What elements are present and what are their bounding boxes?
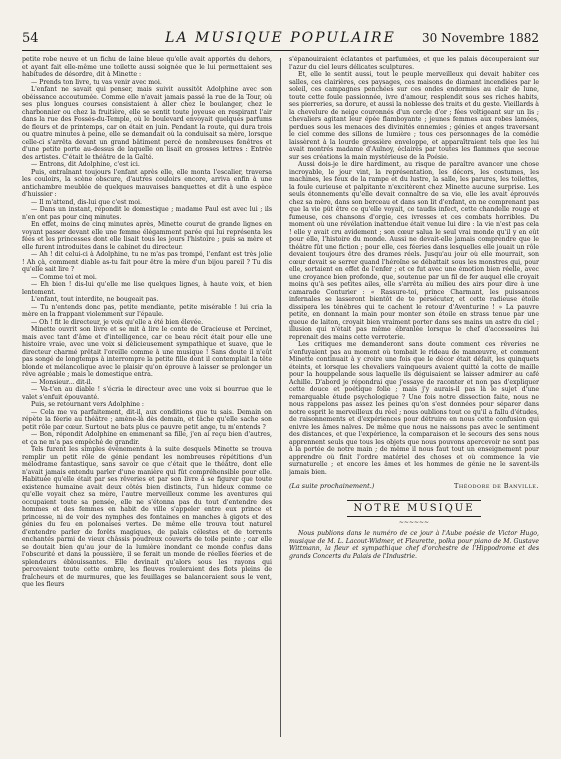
paragraph: Puis, se retournant vers Adolphine :	[31, 401, 144, 408]
right-column	[289, 56, 539, 741]
paragraph: — Comme toi et moi.	[31, 273, 97, 281]
paragraph: — Va-t'en au diable ! s'écria le directeur avec une voix si bourrue que le valet s'enfuit épouvanté.	[22, 386, 272, 401]
paragraph: — Eh bien ! dis-lui qu'elle me lise quelques lignes, à haute voix, et bien lentement.	[22, 281, 272, 296]
publication-title: LA MUSIQUE POPULAIRE	[165, 30, 396, 46]
article-footer	[289, 482, 539, 490]
paragraph: Puis, entraînant toujours l'enfant après elle, elle monta l'escalier, traversa les couloirs, la scène obscure, d'autres couloirs encore, arriva enfin à une antichambre meublée de quelques mauvaises banquettes et dit à une espèce d'huissier :	[22, 168, 272, 198]
paragraph: — Entrons, dit Adolphine, c'est ici.	[31, 161, 140, 168]
paragraph: petite robe neuve et un fichu de laine bleue qu'elle avait apportés du dehors, et ayant fait elle-même une toilette aussi soignée que le lui permettaient ses habitudes de désordre, dit à Minette :	[22, 56, 272, 78]
ornament-divider: ~~~~~~	[398, 519, 430, 526]
page-number: 54	[22, 31, 39, 46]
paragraph: — Ah ! dit celui-ci à Adolphine, tu ne m'as pas trompé, l'enfant est très jolie ! Ah çà, comment diable as-tu fait pour être la mère d'un bijou pareil ? Tu dis qu'elle sait lire ?	[22, 251, 272, 273]
paragraph: — Oh ! fit le directeur, je vois qu'elle a été bien élevée.	[31, 318, 204, 326]
column-divider	[280, 58, 281, 737]
author-signature: Théodore de Banville.	[454, 482, 539, 490]
paragraph: — Tu n'entends donc pas, petite mendiante, petite misérable ! lui cria la mère en la frappant violemment sur l'épaule.	[22, 303, 272, 318]
page-header	[22, 26, 539, 51]
paragraph: Et, elle le sentit aussi, tout le peuple merveilleux qui devait habiter ces salles, ces clairières, ces paysages, ces maisons de diamant incendiées par le soleil, ces campagnes penchées sur ces ondes endormies au clair de lune, toute cette foule passionnée, ivre d'amour, resplendit sous ses riches habits, ses pierreries, sa dorure, et aussi la noblesse des traits et du geste. Vieillards à la chevelure de neige couronnés d'un cercle d'or ; fées voltigeant sur un lis ; chevaliers agitant leur épée flamboyante ; jeunes femmes aux robes lamées, perdues sous les menaces des divinités ennemies ; génies et anges traversant le ciel comme des sillons de lumière ; tous ces personnages de la comédie laissèrent à la lourde grossière enveloppe, et apparaîtraient tels que les lui avait montrés madame d'Aulnoy, éclairés par toutes les flammes que secoue sur ses créations la main mystérieuse de la Poésie.	[289, 71, 539, 161]
paragraph: L'enfant, tout interdite, ne bougeait pas.	[31, 296, 159, 303]
notre-musique-heading	[289, 500, 539, 517]
paragraph: En effet, moins de cinq minutes après, Minette courut de grande lignes en voyant passer devant elle une femme élégamment parée qui lui représenta les fées et les princesses dont elle lisait tous les jours l'histoire ; puis sa mère et elle furent introduites dans le cabinet du directeur.	[22, 221, 272, 251]
continuation-note: (La suite prochainement.)	[289, 482, 375, 490]
paragraph: Tels furent les simples événements à la suite desquels Minette se trouva remplir un petit rôle de génie pendant les nombreuses répétitions d'un mélodrame fantastique, sans savoir ce que c'était que le théâtre, dont elle n'avait jamais entendu parler d'une manière qui fût compréhensible pour elle. Habituée qu'elle était par ses rêveries et par son livre à se figurer que toute existence humaine avait deux côtés bien distincts, l'un hideux comme ce qu'elle voyait chez sa mère, l'autre merveilleux comme les aventures qui occupaient toute sa pensée, elle ne s'étonna pas du tout d'entendre des hommes et des femmes en habit de ville s'appeler entre eux prince et princesse, ni de voir des nymphes des fontaines en manches à gigots et des génies du feu en polonaises vertes. De même elle trouva tout naturel d'entendre parler de forêts magiques, de palais célestes et de torrents enchantés parmi de vieux châssis poudreux couverts de toile peinte ; car elle se doutait bien qu'au jour de la lumière inondant ce monde confus dans l'obscurité et dans la poussière, il se ferait un monde de réelles féeries et de splendeurs éblouissantes. Elle devinait qu'alors sous les rayons qui percevaient toute cette ombre, les fleuves rouleraient des flots pleins de fraîcheurs et de murmures, que les feuillages se balanceraient sous le vent, que les fleurs	[22, 446, 272, 588]
paragraph: Aussi dois-je le dire hardiment, au risque de paraître avancer une chose incroyable, le jour vint, la représentation, les décors, les costumes, les machines, les feux de la rampe et du lustre, la salle, les parures, les toilettes, la foule curieuse et palpitante n'excitèrent chez Minette aucune surprise. Les seuls étonnements qu'elle devait connaître de sa vie, elle les avait éprouvés chez sa mère, dans son berceau et dans son lit d'enfant, en ne comprenant pas que la vie pût être ce qu'elle voyait, ce taudis infect, cette chandelle rouge et fumeuse, ces chansons d'orgie, ces ivresses et ces combats horribles. Du moment où une révélation inattendue était venue lui dire : la vie n'est pas cela ! elle y avait cru avidement ; son cœur salua le seul vrai monde qu'il y en eût pour elle, l'histoire du monde. Aussi ne devait-elle jamais comprendre que le théâtre fût une fiction ; pour elle, ces féeries dans lesquelles elle jouait un rôle devaient toujours être des drames réels. Jusqu'au jour où elle mourrait, son cœur devait se serrer quand l'héroïne se débattait sous les monstres qui, pour elle, sortaient en effet de l'enfer ; et ce fut avec une émotion bien réelle, avec une croyance bien profonde, que, soutenue par un fil de fer auquel elle croyait moins qu'à ses petites ailes, elle s'arrêta au milieu des airs pour dire à une camarade Conturier : « Rassure-toi, prince Charmant, les puissances infernales se lasseront bientôt de te persécuter, et cette radieuse étoile dissipera les ténèbres qui te cachent le retour d'Aventurine ! » La pauvre petite, en donnant la main pour monter son étoile en strass tenue par une queue de laiton, croyait bien vraiment porter dans ses mains un astre du ciel ; illusion qui n'était pas même ébranlée lorsque le chef d'accessoires lui reprenait des mains cette verroterie.	[289, 161, 539, 341]
notre-musique-title: NOTRE MUSIQUE	[347, 500, 480, 517]
notre-musique-text: Nous publions dans le numéro de ce jour à l'Aube poésie de Victor Hugo, musique de M. L. Lacout-Widmer, et Fleurette, polka pour piano de M. Gustave Wittmann, la fleur et sympathique chef d'orchestre de l'Hippodrome et des grands Concerts du Palais de l'Industrie.	[289, 530, 539, 560]
issue-date: 30 Novembre 1882	[422, 31, 539, 45]
paragraph: Les critiques me demanderont sans doute comment ces rêveries ne s'enfuyaient pas au moment où tombait le rideau de manœuvre, et comment Minette continuait à y croire une fois que le décor était défait, les quinquets éteints, et lorsque les chevaliers vainqueurs avaient quitté la cotte de maille pour la houppelande sous laquelle ils déguisaient se laisser admirer au café Achille. D'abord je répondrai que j'essaye de raconter et non pas d'expliquer cette douce et poétique folie ; mais j'y aurais-il pas là le sujet d'une remarquable étude psychologique ? Une fois notre dissection faite, nous ne nous rappelons pas assez les peines qu'on s'est données pour séparer dans notre esprit le merveilleux du réel ; nous oublions tout ce qu'il a fallu d'études, de raisonnements et d'expériences pour détruire en nous cette confusion qui enivre les âmes naïves. De même que nous ne naissons pas avec le sentiment des distances, et que l'expérience, la comparaison et le secours des sens nous apprennent seuls que tous les objets que nous pouvons apercevoir ne sont pas à la portée de notre main ; de même il nous faut tout un enseignement pour apprendre où finit l'ordre matériel des choses et où commence la vie surnaturelle ; et encore les âmes et les hommes de génie ne le savent-ils jamais bien.	[289, 341, 539, 476]
article-columns	[22, 56, 539, 741]
paragraph: Minette ouvrit son livre et se mit à lire le conte de Gracieuse et Percinet, mais avec tant d'âme et d'intelligence, car ce beau récit était pour elle une histoire vraie, avec une voix si délicieusement sympathique et suave, que le directeur charmé prêtait l'oreille comme à une musique ! Sans doute il n'eût pas songé de longtemps à interrompre la petite fille dont il contemplait la tête blonde et mélancolique avec le plaisir qu'on éprouve à laisser se prolonger un rêve agréable ; mais le domestique entra.	[22, 326, 272, 378]
left-column	[22, 56, 272, 741]
paragraph: L'enfant ne savait qui penser, mais suivit aussitôt Adolphine avec son obéissance accoutumée. Comme elle n'avait jamais passé la rue de la Tour, où ses plus longues courses consistaient à aller chez le boulanger, chez le charbonnier ou chez la fruitière, elle se sentit toute joyeuse en respirant l'air dans la rue des Fossés-du-Temple, où le boulevard envoyait quelques parfums de fleurs et de printemps, car on était en juin. Pendant la route, qui dura trois ou quatre minutes à peine, elle se demandait où la conduisait sa mère, lorsque celle-ci s'arrêta devant un grand bâtiment percé de nombreuses fenêtres et d'une petite porte au-dessus de laquelle on lisait en grosses lettres : Entrée des artistes. C'était le théâtre de la Gaîté.	[22, 86, 272, 161]
paragraph: s'épanouiraient éclatantes et parfumées, et que les palais découperaient sur l'azur du ciel leurs délicates sculptures.	[289, 56, 539, 71]
paragraph: — Bon, répondit Adolphine en emmenant sa fille, j'en ai reçu bien d'autres, et ça ne m'a pas empêché de grandir.	[22, 431, 272, 446]
paragraph: — Prends ton livre, tu vas venir avec moi.	[31, 78, 162, 86]
paragraph: — Il m'attend, dis-lui que c'est moi.	[31, 198, 143, 206]
right-column-body	[289, 56, 539, 476]
paragraph: — Dans un instant, répondit le domestique ; madame Paul est avec lui ; ils n'en ont pas pour cinq minutes.	[22, 206, 272, 221]
paragraph: — Monsieur... dit-il.	[31, 378, 93, 386]
paragraph: — Cela me va parfaitement, dit-il, aux conditions que tu sais. Demain on répète la féerie au théâtre ; amène-là dès demain, et tâche qu'elle sache son petit rôle par cœur. Surtout ne bats plus ce pauvre petit ange, tu m'entends ?	[22, 408, 272, 431]
